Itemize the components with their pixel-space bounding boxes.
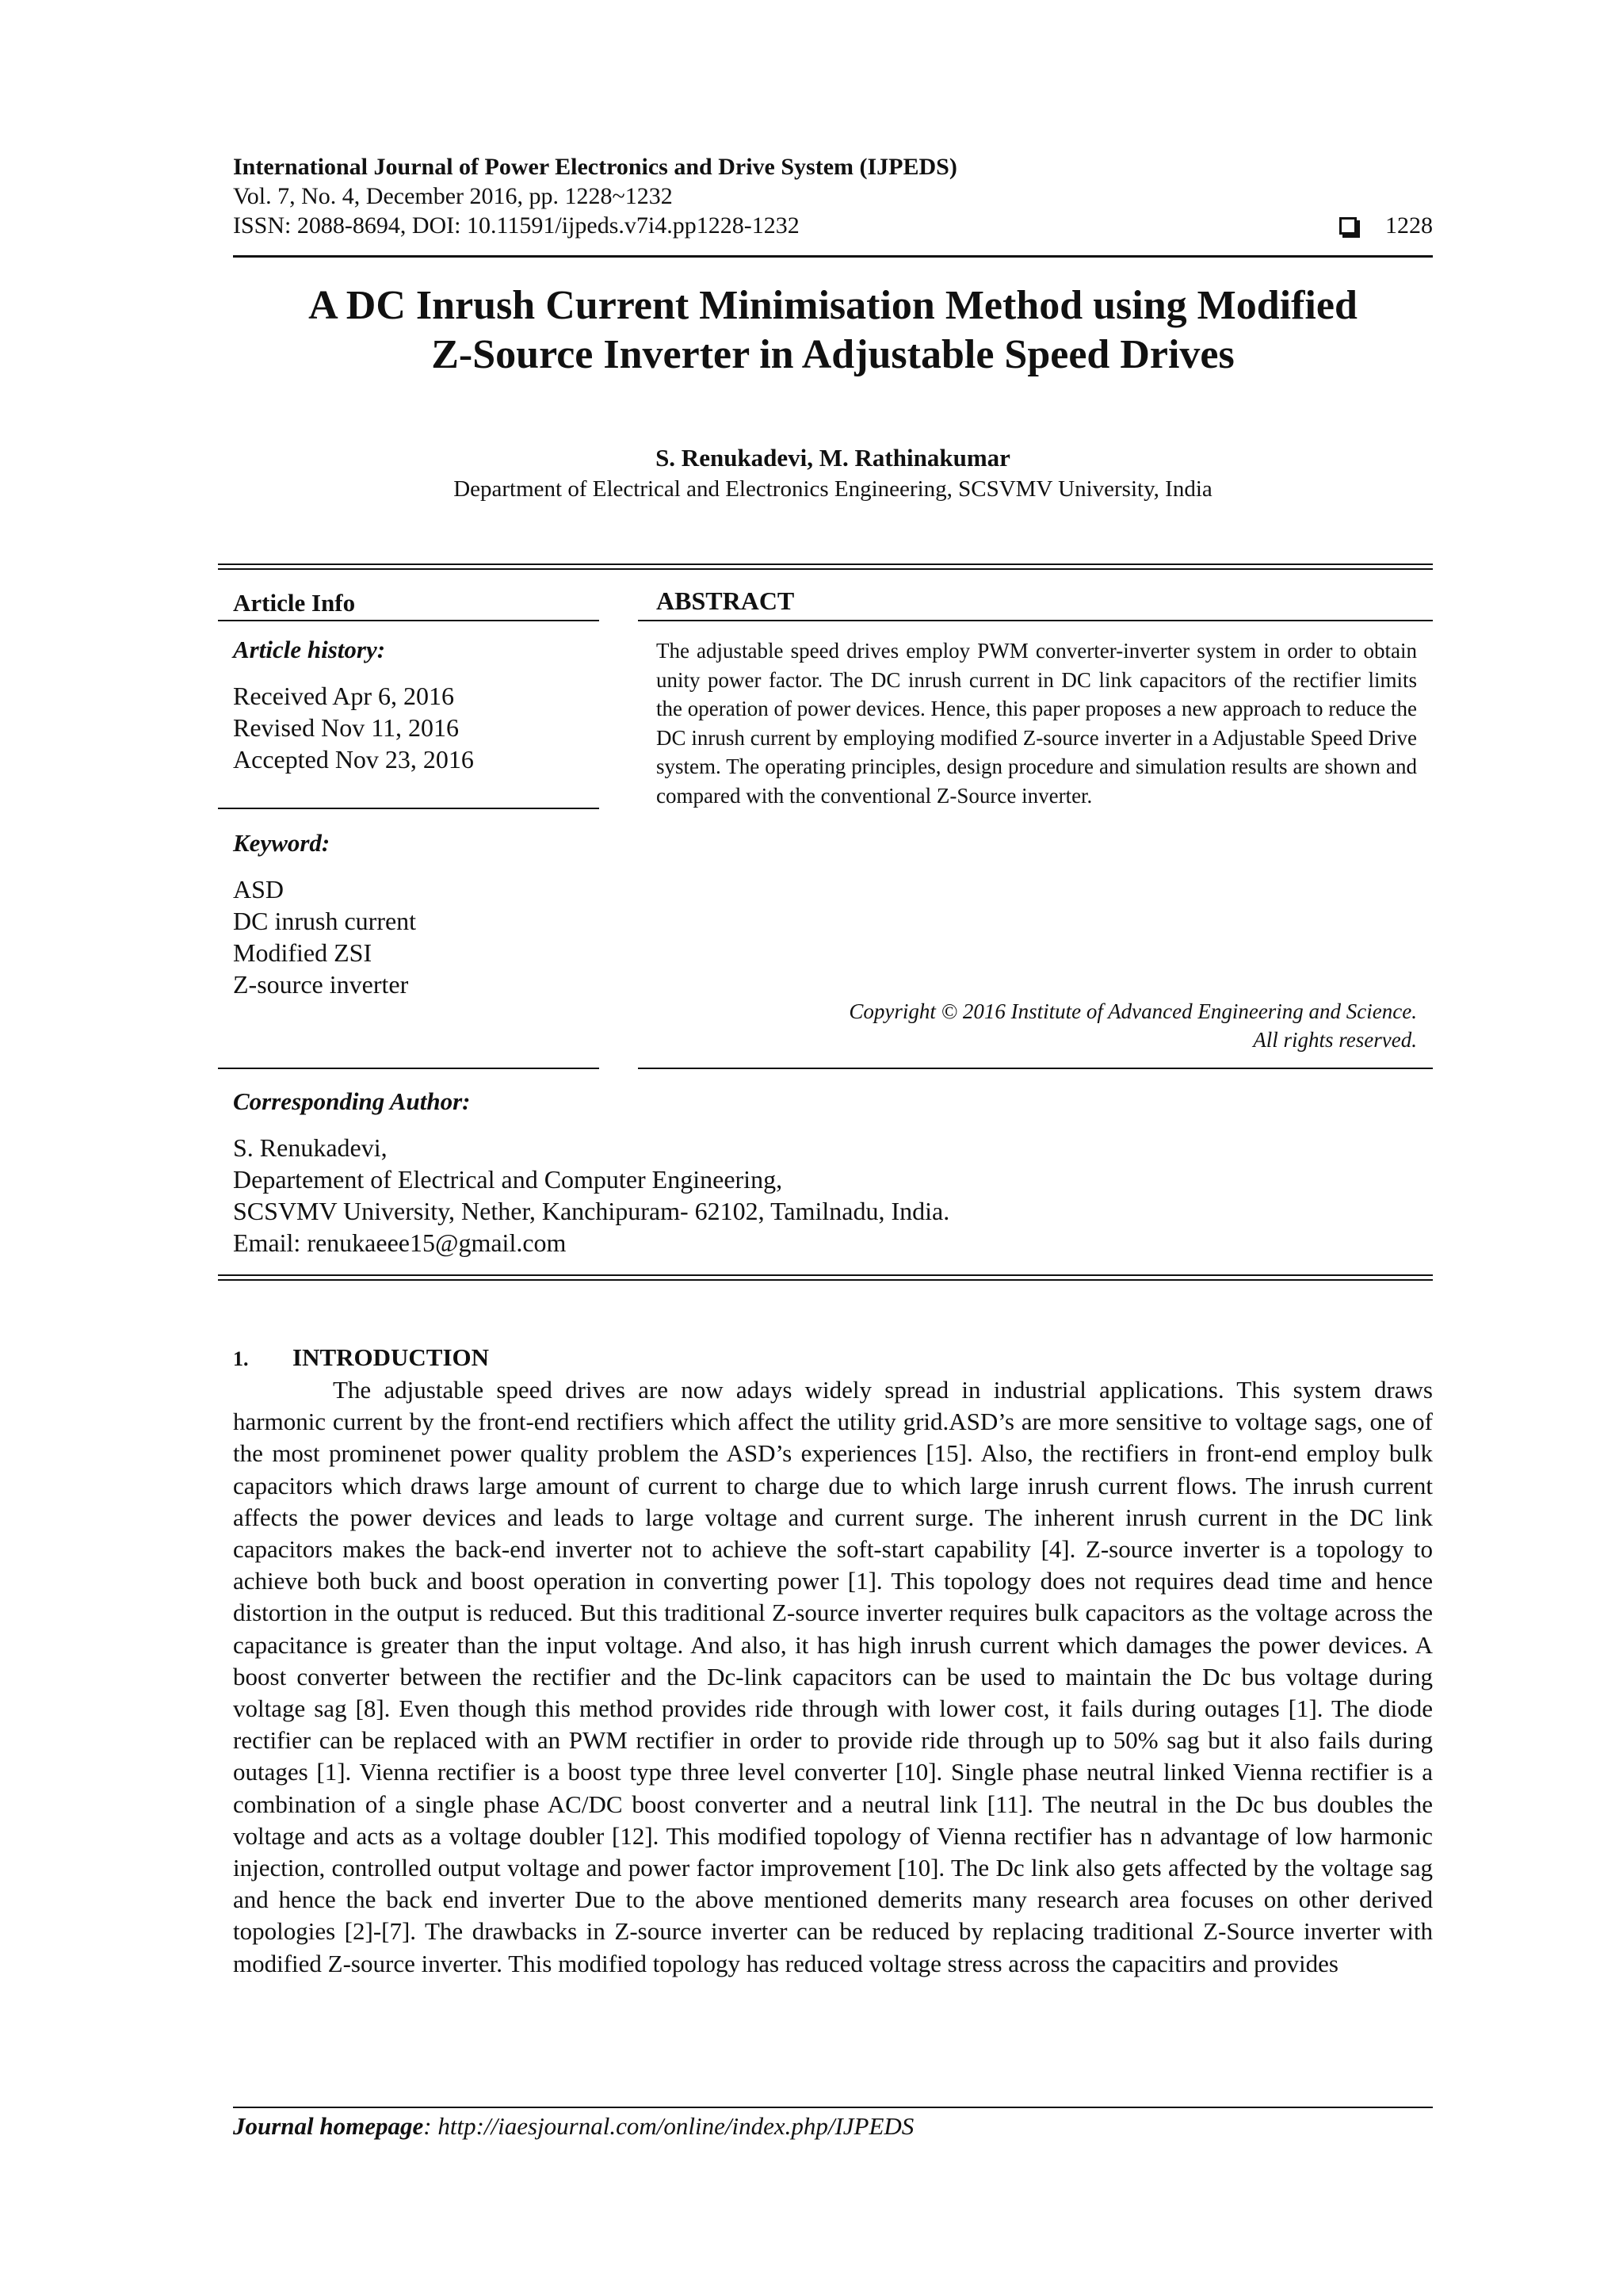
keyword-item: ASD (233, 875, 285, 904)
accepted-date: Accepted Nov 23, 2016 (233, 745, 474, 774)
title-line-1: A DC Inrush Current Minimisation Method using Modified (308, 283, 1358, 328)
keyword-heading: Keyword: (233, 829, 330, 857)
revised-date: Revised Nov 11, 2016 (233, 713, 460, 742)
corresponding-name: S. Renukadevi, (233, 1133, 388, 1162)
journal-homepage (233, 2112, 914, 2141)
title-line-2: Z-Source Inverter in Adjustable Speed Drives (431, 332, 1235, 377)
section-number: 1. (233, 1347, 249, 1370)
copyright-notice (656, 997, 1417, 1054)
keyword-item: Z-source inverter (233, 970, 409, 999)
article-info-rule (218, 620, 599, 621)
footer-rule (233, 2107, 1433, 2108)
abstract-heading: ABSTRACT (656, 586, 795, 615)
infobox-bottom-rule-1 (218, 1274, 1433, 1276)
homepage-url[interactable]: : http://iaesjournal.com/online/index.php/IJPEDS (423, 2112, 915, 2140)
copyright-line-1: Copyright © 2016 Institute of Advanced Engineering and Science. (849, 999, 1417, 1023)
corresponding-email: Email: renukaeee15@gmail.com (233, 1228, 567, 1257)
abstract-bottom-rule (638, 1068, 1433, 1069)
history-rule (218, 808, 599, 809)
article-info-heading (233, 586, 599, 619)
author-list: S. Renukadevi, M. Rathinakumar (655, 444, 1010, 472)
received-date: Received Apr 6, 2016 (233, 682, 455, 710)
article-history (233, 634, 599, 775)
introduction-heading (233, 1343, 489, 1372)
abstract-rule (638, 620, 1433, 621)
square-bullet-icon (1339, 217, 1357, 235)
homepage-label: Journal homepage (233, 2112, 424, 2140)
corresponding-heading: Corresponding Author: (233, 1087, 471, 1115)
introduction-text: The adjustable speed drives are now adays widely spread in industrial applications. This system draws harmonic current by the front-end rectifiers which affect the utility grid.ASD’s are more sensitive to voltage sags, one of the most prominenet power quality problem the ASD’s experiences [15]. Also, the rectifiers in front-end employ bulk capacitors which draws large amount of current to charge due to which large inrush current flows. The inrush current affects the power devices and leads to large voltage and current surge. The inherent inrush current in the DC link capacitors makes the back-end inverter not to achieve the soft-start capability [4]. Z-source inverter is a topology to achieve both buck and boost operation in converting power [1]. This topology does not requires dead time and hence distortion in the output is reduced. But this traditional Z-source inverter requires bulk capacitors as the voltage across the capacitance is greater than the input voltage. And also, it has high inrush current which damages the power devices. A boost converter between the rectifier and the Dc-link capacitors can be used to maintain the Dc bus voltage during voltage sag [8]. Even though this method provides ride through with lower cost, it fails during outages [1]. The diode rectifier can be replaced with an PWM rectifier in order to provide ride through up to 50% sag but it also fails during outages [1]. Vienna rectifier is a boost type three level converter [10]. Single phase neutral linked Vienna rectifier is a combination of a single phase AC/DC boost converter and a neutral link [11]. The neutral in the Dc bus doubles the voltage and acts as a voltage doubler [12]. This modified topology of Vienna rectifier has n advantage of low harmonic injection, controlled output voltage and power factor improvement [10]. The Dc link also gets affected by the voltage sag and hence the back end inverter Due to the above mentioned demerits many research area focuses on other derived topologies [2]-[7]. The drawbacks in Z-source inverter can be reduced by replacing traditional Z-Source inverter with modified Z-source inverter. This modified topology has reduced voltage stress across the capacitirs and provides (233, 1376, 1433, 1977)
issn-doi: ISSN: 2088-8694, DOI: 10.11591/ijpeds.v7i4.pp1228-1232 (233, 212, 800, 239)
journal-name: International Journal of Power Electronics and Drive System (IJPEDS) (233, 154, 957, 180)
article-info-label: Article Info (233, 589, 356, 617)
volume-info: Vol. 7, No. 4, December 2016, pp. 1228~1232 (233, 183, 673, 209)
keyword-item: DC inrush current (233, 907, 417, 935)
corresponding-address: SCSVMV University, Nether, Kanchipuram- 62102, Tamilnadu, India. (233, 1197, 950, 1225)
author-affiliation: Department of Electrical and Electronics Engineering, SCSVMV University, India (453, 476, 1212, 502)
page-number-block (1339, 211, 1433, 240)
paper-title (233, 281, 1433, 380)
corresponding-details (233, 1132, 949, 1259)
corresponding-dept: Departement of Electrical and Computer Engineering, (233, 1165, 783, 1194)
running-header (233, 152, 1433, 240)
abstract-text: The adjustable speed drives employ PWM converter-inverter system in order to obtain unity power factor. The DC inrush current in DC link capacitors of the rectifier limits the operation of power devices. Hence, this paper proposes a new approach to reduce the DC inrush current by employing modified Z-source inverter in a Adjustable Speed Drive system. The operating principles, design procedure and simulation results are shown and compared with the conventional Z-Source inverter. (656, 639, 1417, 808)
header-rule (233, 255, 1433, 258)
keyword-item: Modified ZSI (233, 938, 372, 967)
issn-row (233, 211, 1433, 240)
keyword-rule (218, 1068, 599, 1069)
keyword-block (233, 827, 599, 1000)
infobox-bottom-rule-2 (218, 1279, 1433, 1281)
section-title: INTRODUCTION (292, 1343, 490, 1371)
infobox-top-rule-2 (218, 568, 1433, 570)
history-heading: Article history: (233, 636, 386, 663)
page-number: 1228 (1385, 212, 1433, 239)
copyright-line-2: All rights reserved. (1253, 1028, 1417, 1052)
infobox-top-rule-1 (218, 563, 1433, 565)
